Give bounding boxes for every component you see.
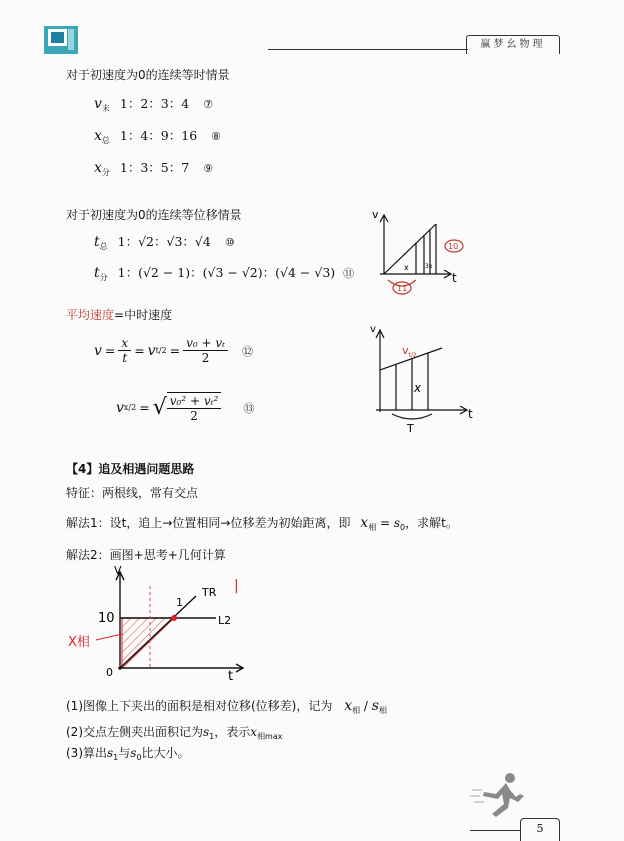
eq-tag: ⑫: [242, 344, 254, 358]
sqrt-sign: √: [152, 394, 167, 420]
note2-sub: 1: [209, 732, 215, 741]
f13-num: v₀² + vₜ²: [167, 394, 222, 409]
ratio-values: 1：3：5：7: [119, 160, 190, 175]
runner-icon: [470, 770, 530, 818]
sketch2-t-label: t: [468, 407, 473, 421]
method1-text: 解法1：设t，追上→位置相同→位移差为初始距离，即: [66, 516, 351, 530]
f12-vhalf: v: [147, 342, 156, 359]
sketch-mid-time-velocity: [362, 320, 482, 436]
logo-icon: [44, 26, 78, 54]
f12-fraction: [183, 336, 228, 365]
relative-displacement-area: [122, 618, 174, 668]
note3-sub1: 1: [113, 753, 119, 762]
note3-text: (3)算出: [66, 746, 107, 760]
var-v: v: [94, 96, 102, 112]
formula-13: v x/2 = √ $\frac{\text{v₀² + vₜ²}}{2}$ ⑬: [116, 394, 255, 423]
ratio-values: √2：√3：√4: [138, 234, 211, 249]
f13-den: 2: [190, 409, 198, 423]
note3-sub2: 0: [136, 753, 142, 762]
header-rule: [268, 49, 468, 50]
section4-feature: 特征：两根线，常有交点: [66, 486, 199, 500]
f12-x: x: [118, 336, 131, 351]
chase-tick-10: 10: [98, 611, 115, 626]
intersection-point: [171, 615, 177, 621]
xnote-arrow: [96, 634, 122, 640]
eq-tag: ⑩: [224, 236, 235, 249]
chase-t-label: t: [228, 669, 234, 684]
ratio-prefix: 1：: [117, 234, 139, 249]
sketch-equal-displacement: [362, 206, 480, 298]
note2-sub2: 相max: [257, 732, 283, 741]
var-t: t: [94, 234, 100, 250]
sub-label: 总: [101, 136, 110, 145]
var-x: x: [94, 128, 102, 144]
note3-var1: s: [107, 746, 114, 760]
sketch1-tag10: 10: [448, 242, 459, 251]
sketch1-cell-3x: 3x: [425, 263, 433, 270]
f12-lhs: v: [94, 342, 102, 359]
chase-origin: 0: [106, 666, 113, 679]
f13-lhs: v: [116, 399, 124, 416]
note3: [66, 744, 190, 762]
chase-graph: [66, 564, 266, 684]
sub-label: 分: [101, 168, 110, 177]
header-brand: 赢梦幺物理: [480, 39, 546, 50]
eq-tag: ⑦: [203, 98, 214, 111]
var-x: x: [94, 160, 102, 176]
f13-fraction: [167, 392, 222, 423]
sub-label: 末: [101, 104, 110, 113]
eq-tag: ⑬: [243, 401, 255, 415]
method1: [66, 514, 458, 533]
eq-row-9: [94, 158, 213, 178]
sketch2-brace: [392, 414, 432, 419]
section3-title-rest: =中时速度: [114, 308, 173, 322]
eq-row-8: [94, 126, 221, 146]
sub-label: 总: [99, 242, 108, 251]
section2-title: 对于初速度为0的连续等位移情景: [66, 208, 242, 222]
f12-num: v₀ + vₜ: [183, 336, 228, 351]
note3-mid: 与: [118, 746, 131, 760]
note1: [66, 697, 387, 716]
sketch2-mid-label: [402, 344, 417, 359]
ratio-values: (√2 − 1)：(√3 − √2)：(√4 − √3): [138, 265, 336, 280]
ratio-values: 1：2：3：4: [119, 96, 190, 111]
note3-post: 比大小。: [141, 746, 190, 760]
page-number-tab: [520, 818, 560, 841]
eq-row-10: [94, 232, 235, 252]
var-t: t: [94, 265, 100, 281]
sketch1-t-label: t: [452, 271, 457, 285]
eq-row-11: [94, 263, 354, 283]
header-brand-box: [466, 35, 560, 54]
ratio-prefix: 1：: [117, 265, 139, 280]
sub-label: 分: [99, 273, 108, 282]
note2: [66, 723, 283, 742]
chase-l2: L2: [218, 614, 232, 627]
note1-sub1: 相: [352, 706, 361, 715]
note1-text: (1)图像上下夹出的面积是相对位移(位移差)，记为: [66, 699, 333, 713]
f12-xt: [118, 336, 131, 365]
note2-var: s: [203, 725, 210, 739]
eq-tag: ⑨: [203, 162, 214, 175]
note3-var2: s: [130, 746, 137, 760]
method1-eq-sub: 0: [400, 523, 406, 532]
ratio-values: 1：4：9：16: [119, 128, 198, 143]
section3-title: [66, 306, 172, 323]
method1-sub: 相: [368, 523, 377, 532]
note2-text: (2)交点左侧夹出面积记为: [66, 725, 203, 739]
section4-heading: 【4】追及相遇问题思路: [66, 462, 195, 476]
note1-sub2: 相: [378, 706, 387, 715]
note2-var2: x: [250, 725, 258, 739]
chase-xnote: X相: [68, 635, 90, 650]
eq-row-7: [94, 94, 213, 114]
sketch2-v-label: v: [370, 324, 376, 335]
page-number: 5: [536, 822, 544, 835]
sketch2-x-label: x: [414, 381, 422, 395]
f12-vhalf-sub: t/2: [155, 346, 167, 355]
f13-lhs-sub: x/2: [123, 403, 137, 412]
chase-one: 1: [176, 596, 183, 609]
section1-title: 对于初速度为0的连续等时情景: [66, 68, 230, 82]
method1-eq: = s: [380, 516, 401, 530]
method1-post: ，求解t。: [405, 516, 458, 530]
average-velocity-label: 平均速度: [66, 308, 115, 322]
f12-t: t: [122, 351, 128, 365]
sketch2-mid-v: v: [402, 344, 409, 357]
sketch2-mid-sub: t/2: [408, 352, 417, 359]
chase-v-label: V: [114, 564, 122, 577]
note1-var1: x: [344, 698, 353, 714]
sketch1-cell-x: x: [404, 263, 409, 272]
method2: 解法2：画图+思考+几何计算: [66, 548, 226, 562]
method1-var: x: [360, 515, 369, 531]
chase-mark: |: [234, 578, 239, 594]
f12-den: 2: [201, 351, 210, 365]
footer-rule: [470, 830, 520, 831]
sketch1-tag11: 11: [397, 284, 408, 293]
sketch1-v-label: v: [372, 208, 379, 221]
sketch2-T-label: T: [407, 422, 414, 435]
note1-var2: s: [371, 698, 379, 714]
formula-12: v = $\frac{x}{t}$ = v t/2 = $\frac{\text{v₀ + vₜ}}{2}$ ⑫: [94, 336, 254, 365]
note1-slash: /: [360, 699, 372, 713]
eq-tag: ⑪: [343, 267, 355, 280]
note2-mid: ，表示: [214, 725, 251, 739]
eq-tag: ⑧: [211, 130, 222, 143]
chase-tr: TR: [202, 586, 217, 599]
logo: [44, 26, 78, 54]
